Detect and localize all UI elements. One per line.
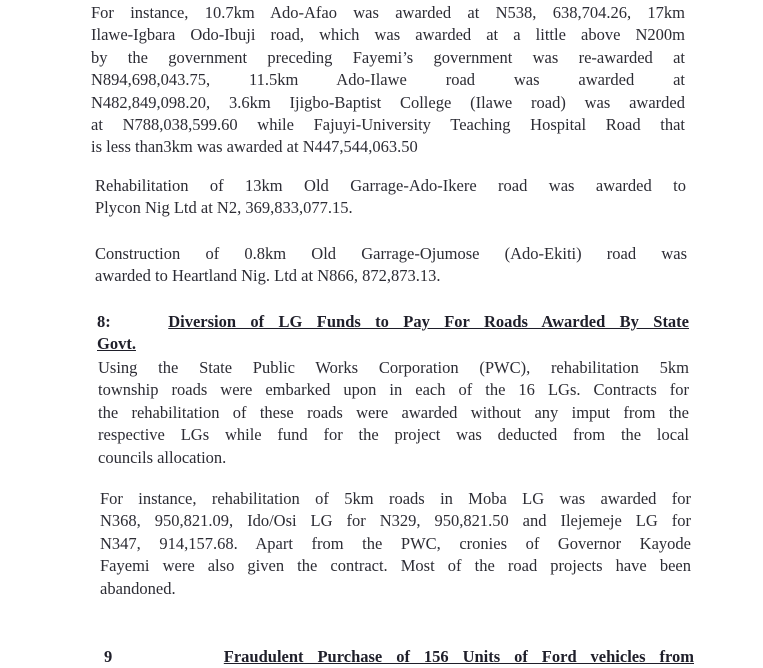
text-line: is less than3km was awarded at N447,544,063.50: [91, 137, 418, 157]
text-line: respective LGs while fund for the project was deducted from the local: [98, 425, 689, 445]
section-title: Diversion of LG Funds to Pay For Roads Awarded By State: [168, 312, 690, 331]
text-line: Fayemi were also given the contract. Most of the road projects have been: [100, 556, 691, 576]
heading-line: [97, 311, 689, 333]
section-9-heading: [104, 646, 694, 668]
text-line: N894,698,043.75, 11.5km Ado-Ilawe road was awarded at: [91, 70, 685, 90]
text-line: N347, 914,157.68. Apart from the PWC, cronies of Governor Kayode: [100, 533, 691, 553]
text-line: at N788,038,599.60 while Fajuyi-University Teaching Hospital Road that: [91, 115, 685, 135]
text-line: For instance, 10.7km Ado-Afao was awarded at N538, 638,704.26, 17km: [91, 3, 685, 22]
text-line: Construction of 0.8km Old Garrage-Ojumose (Ado-Ekiti) road was: [95, 244, 687, 263]
section-number: 9: [104, 647, 113, 666]
text-line: abandoned.: [100, 578, 176, 598]
text-line: Ilawe-Igbara Odo-Ibuji road, which was awarded at a little above N200m: [91, 25, 685, 45]
text-line: Using the State Public Works Corporation (PWC), rehabilitation 5km: [98, 358, 689, 377]
text-line: township roads were embarked upon in each of the 16 LGs. Contracts for: [98, 380, 689, 400]
section-title: Fraudulent Purchase of 156 Units of Ford vehicles from: [223, 647, 695, 666]
text-line: For instance, rehabilitation of 5km roads in Moba LG was awarded for: [100, 489, 691, 508]
paragraph-rehabilitation-13km: [95, 175, 686, 220]
paragraph-construction-0-8km: [95, 243, 687, 288]
section-8-heading: [97, 311, 689, 356]
section-number: 8:: [97, 312, 111, 331]
text-line: by the government preceding Fayemi’s government was re-awarded at: [91, 47, 685, 67]
text-line: councils allocation.: [98, 447, 227, 467]
heading-line: [104, 646, 694, 668]
text-line: N482,849,098.20, 3.6km Ijigbo-Baptist College (Ilawe road) was awarded: [91, 92, 685, 112]
text-line: Rehabilitation of 13km Old Garrage-Ado-Ikere road was awarded to: [95, 176, 686, 195]
paragraph-road-awards: [91, 2, 685, 159]
text-line: awarded to Heartland Nig. Ltd at N866, 872,873.13.: [95, 266, 441, 286]
text-line: N368, 950,821.09, Ido/Osi LG for N329, 950,821.50 and Ilejemeje LG for: [100, 511, 691, 531]
section-title-continued: Govt.: [97, 334, 136, 354]
text-line: the rehabilitation of these roads were awarded without any imput from the: [98, 402, 689, 422]
text-line: Plycon Nig Ltd at N2, 369,833,077.15.: [95, 198, 353, 218]
paragraph-pwc-rehabilitation: [98, 357, 689, 469]
paragraph-moba-lg: [100, 488, 691, 600]
